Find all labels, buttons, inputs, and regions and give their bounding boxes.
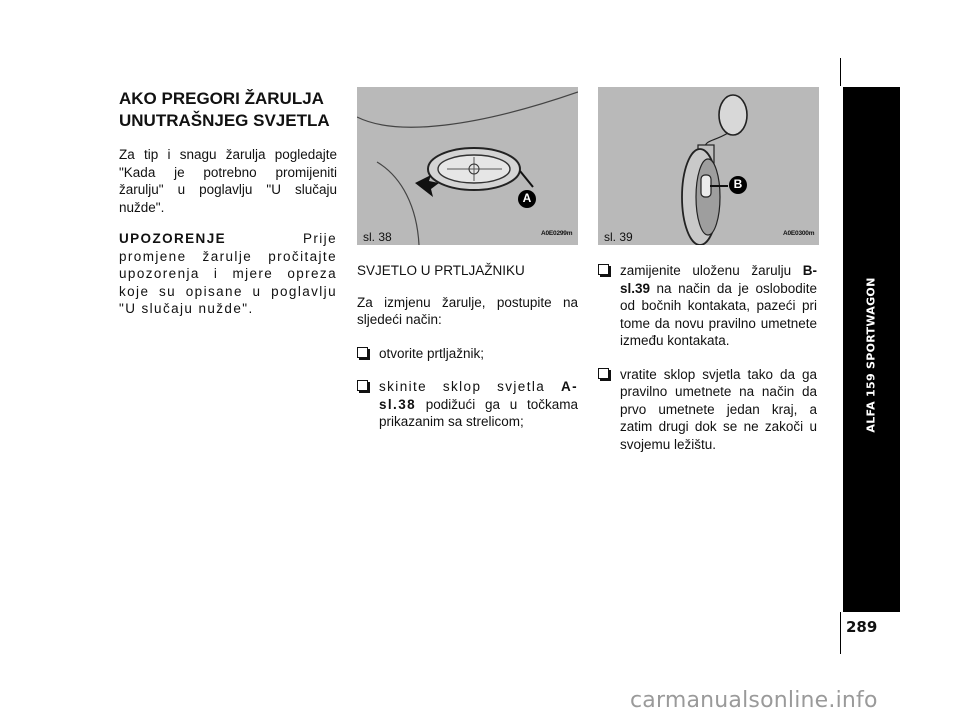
list-item-text: skinite sklop svjetla [379, 379, 561, 394]
intro-paragraph: Za tip i snagu žarulja pogledajte "Kada je potrebno promijeniti žarulju" u poglavlju "U slučaju nužde". [119, 147, 337, 215]
sidebar-title: ALFA 159 SPORTWAGON [864, 277, 878, 433]
checkbox-bullet-icon [598, 264, 609, 275]
figure-reference: B-sl.39 [620, 263, 817, 296]
bulb-replacement-illustration [598, 87, 819, 245]
section-title-line2: UNUTRAŠNJEG SVJETLA [119, 111, 330, 130]
list-item [598, 262, 817, 350]
margin-line-bottom [840, 612, 841, 654]
list-item [357, 378, 578, 431]
list-item-text: zamijenite uloženu žarulju [620, 263, 803, 278]
trunk-light-illustration [357, 87, 578, 245]
column-trunk-light [357, 262, 578, 431]
label-b: B [733, 177, 743, 191]
trunk-light-heading: SVJETLO U PRTLJAŽNIKU [357, 263, 525, 278]
figure-38 [357, 87, 578, 245]
list-item-text: vratite sklop svjetla tako da ga pravilno umetnete na način da prvo umetnete jedan kraj, a zatim drugi dok se ne zakoči u svojemu ležištu. [620, 366, 817, 452]
caption-sl39: sl. 39 [604, 230, 633, 244]
list-item [357, 345, 578, 363]
column-bulb-steps [598, 262, 817, 453]
watermark: carmanualsonline.info [630, 688, 878, 713]
page-number: 289 [846, 618, 878, 636]
column-intro [119, 88, 337, 318]
figure-39 [598, 87, 819, 245]
code-sl38: A0E0299m [541, 230, 573, 237]
code-sl39: A0E0300m [783, 230, 815, 237]
margin-line-top [840, 58, 841, 86]
list-item-text: otvorite prtljažnik; [379, 345, 485, 361]
trunk-light-paragraph: Za izmjenu žarulje, postupite na sljedeći način: [357, 294, 578, 327]
checkbox-bullet-icon [357, 380, 368, 391]
section-title-line1: AKO PREGORI ŽARULJA [119, 89, 324, 108]
list-item-text-cont: podižući ga u točkama prikazanim sa strelicom; [379, 396, 578, 429]
list-item-text-cont: na način da je oslobodite od bočnih kontakata, pazeći pri tome da novu pravilno umetnete između kontakata. [620, 280, 817, 348]
label-a: A [522, 191, 532, 205]
checkbox-bullet-icon [357, 347, 368, 358]
checkbox-bullet-icon [598, 368, 609, 379]
caption-sl38: sl. 38 [363, 230, 392, 244]
warning-text: Prije promjene žarulje pročitajte upozorenja i mjere opreza koje su opisane u poglavlju "U slučaju nužde". [119, 231, 337, 316]
warning-label: UPOZORENJE [119, 231, 227, 246]
warning-paragraph [119, 230, 337, 318]
list-item [598, 366, 817, 454]
figure-reference: A-sl.38 [379, 379, 578, 412]
section-title [119, 88, 337, 132]
